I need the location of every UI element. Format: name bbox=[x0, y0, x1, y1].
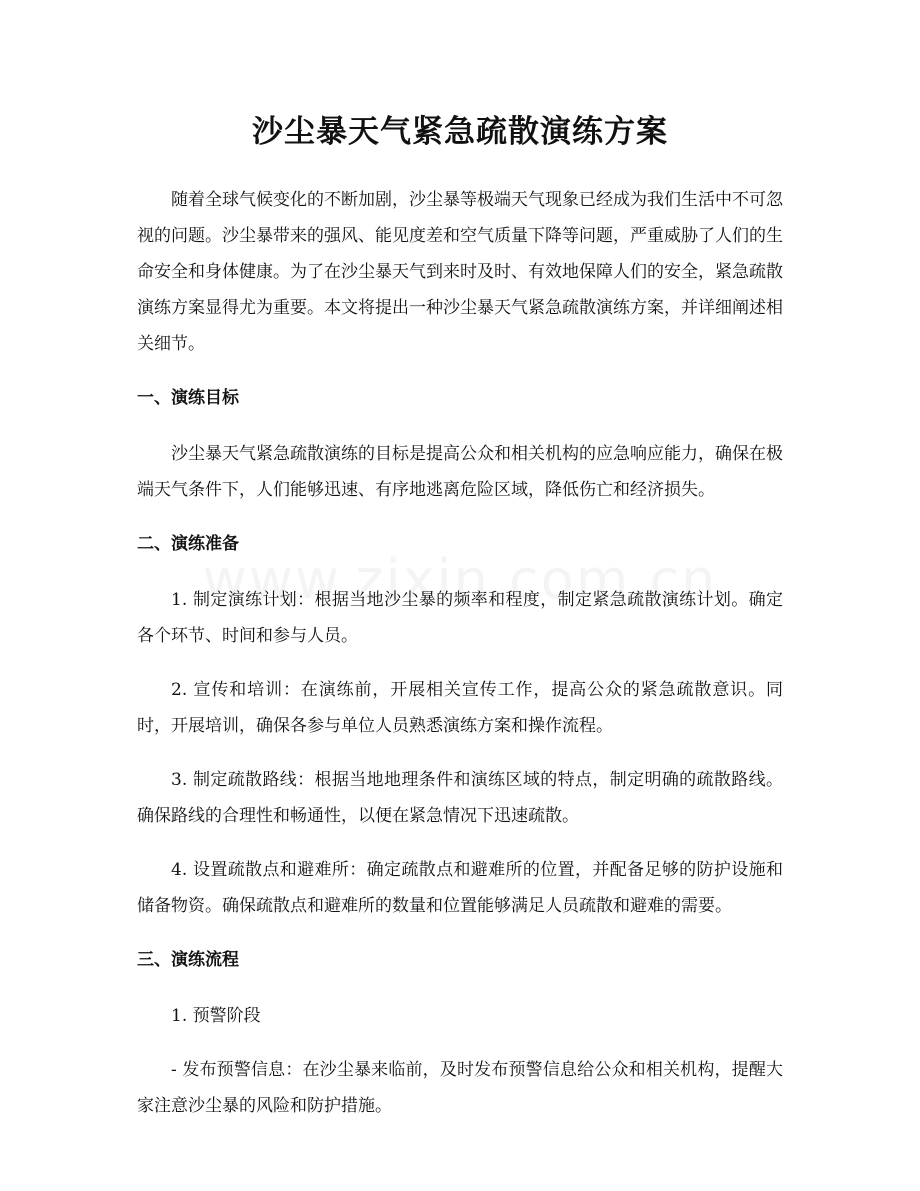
section-paragraph: 4. 设置疏散点和避难所：确定疏散点和避难所的位置，并配备足够的防护设施和储备物资。确保疏散点和避难所的数量和位置能够满足人员疏散和避难的需要。 bbox=[137, 860, 783, 916]
document-title: 沙尘暴天气紧急疏散演练方案 bbox=[252, 114, 668, 150]
section-paragraph: 沙尘暴天气紧急疏散演练的目标是提高公众和相关机构的应急响应能力，确保在极端天气条件下，人们能够迅速、有序地逃离危险区域，降低伤亡和经济损失。 bbox=[137, 444, 783, 500]
section-goals bbox=[137, 380, 783, 508]
section-preparation bbox=[137, 526, 783, 924]
document-body bbox=[137, 182, 783, 1142]
section-paragraph: 2. 宣传和培训：在演练前，开展相关宣传工作，提高公众的紧急疏散意识。同时，开展培训，确保各参与单位人员熟悉演练方案和操作流程。 bbox=[137, 680, 783, 736]
intro-paragraph: 随着全球气候变化的不断加剧，沙尘暴等极端天气现象已经成为我们生活中不可忽视的问题。沙尘暴带来的强风、能见度差和空气质量下降等问题，严重威胁了人们的生命安全和身体健康。为了在沙尘暴天气到来时及时、有效地保障人们的安全，紧急疏散演练方案显得尤为重要。本文将提出一种沙尘暴天气紧急疏散演练方案，并详细阐述相关细节。 bbox=[137, 190, 783, 354]
section-paragraph: 1. 预警阶段 bbox=[171, 1006, 261, 1026]
section-process bbox=[137, 942, 783, 1124]
section-heading: 二、演练准备 bbox=[137, 534, 239, 554]
section-paragraph: 3. 制定疏散路线：根据当地地理条件和演练区域的特点，制定明确的疏散路线。确保路线的合理性和畅通性，以便在紧急情况下迅速疏散。 bbox=[137, 770, 783, 826]
section-paragraph: 1. 制定演练计划：根据当地沙尘暴的频率和程度，制定紧急疏散演练计划。确定各个环节、时间和参与人员。 bbox=[137, 590, 783, 646]
section-paragraph: - 发布预警信息：在沙尘暴来临前，及时发布预警信息给公众和相关机构，提醒大家注意沙尘暴的风险和防护措施。 bbox=[137, 1060, 783, 1116]
section-heading: 一、演练目标 bbox=[137, 388, 239, 408]
section-heading: 三、演练流程 bbox=[137, 950, 239, 970]
